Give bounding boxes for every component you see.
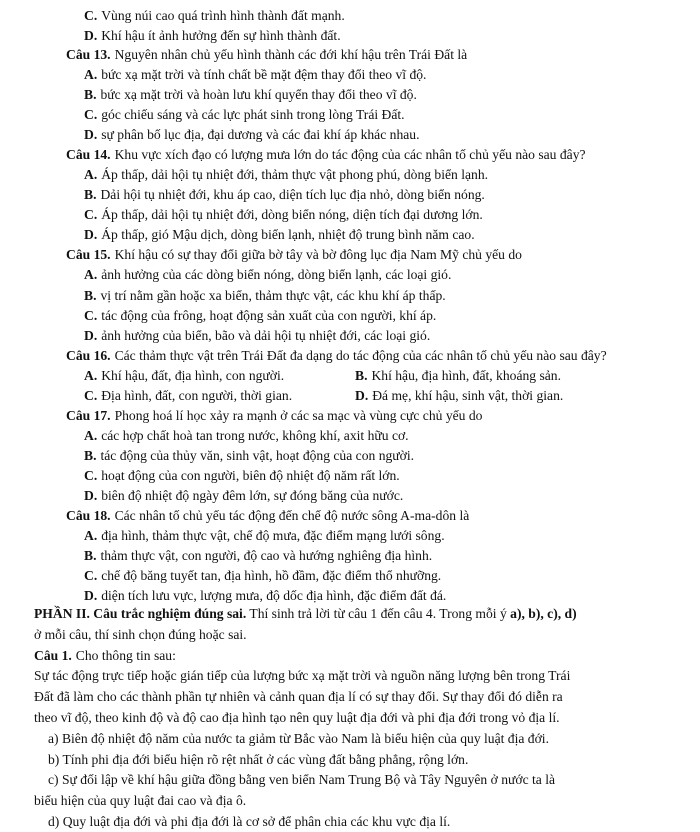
option-letter: D.: [84, 488, 98, 504]
question-14: [66, 145, 700, 165]
option-letter: C.: [84, 468, 98, 484]
option-letter: D.: [84, 227, 98, 243]
q13-option-c: [84, 105, 700, 125]
q18-option-b: [84, 546, 700, 566]
q17-option-d: [84, 486, 700, 506]
question-stem: Phong hoá lí học xảy ra mạnh ở các sa mạc và vùng cực chủ yếu do: [114, 407, 483, 423]
q15-option-d: [84, 326, 700, 346]
statement-c-line-2: biểu hiện của quy luật đai cao và địa ô.: [34, 793, 247, 809]
q14-option-a: [84, 165, 700, 185]
question-stem: Khí hậu có sự thay đổi giữa bờ tây và bờ đông lục địa Nam Mỹ chủ yếu do: [114, 247, 522, 263]
option-text: Áp thấp, dải hội tụ nhiệt đới, thảm thực vật phong phú, dòng biển lạnh.: [101, 167, 489, 183]
option-text: ảnh hưởng của biển, bão và dải hội tụ nhiệt đới, các loại gió.: [101, 327, 431, 343]
question-number: Câu 17.: [66, 407, 111, 423]
option-text: các hợp chất hoà tan trong nước, không khí, axit hữu cơ.: [101, 427, 409, 443]
option-text: hoạt động của con người, biên độ nhiệt độ năm rất lớn.: [101, 468, 400, 484]
option-text: thảm thực vật, con người, độ cao và hướng nghiêng địa hình.: [100, 548, 433, 564]
q14-option-b: [84, 185, 700, 205]
q17-option-b: [84, 446, 700, 466]
option-text: bức xạ mặt trời và hoàn lưu khí quyển thay đổi theo vĩ độ.: [100, 86, 417, 102]
info-paragraph-line-2: Đất đã làm cho các thành phần tự nhiên và cảnh quan địa lí có sự thay đổi. Sự thay đổi đó diễn ra: [34, 689, 563, 705]
q14-option-c: [84, 205, 700, 225]
part-2-heading: [34, 604, 678, 624]
question-stem: Nguyên nhân chủ yếu hình thành các đới khí hậu trên Trái Đất là: [114, 46, 468, 62]
question-number: Câu 18.: [66, 508, 111, 524]
option-text: Dải hội tụ nhiệt đới, khu áp cao, diện tích lục địa nhỏ, dòng biển nóng.: [100, 187, 485, 203]
option-letter: D.: [84, 127, 98, 143]
question-number: Câu 13.: [66, 46, 111, 62]
part-2-instruction-2: ở mỗi câu, thí sinh chọn đúng hoặc sai.: [34, 626, 247, 642]
question-18: [66, 506, 700, 526]
statement-d: d) Quy luật địa đới và phi địa đới là cơ sở để phân chia các khu vực địa lí.: [48, 814, 451, 829]
info-paragraph-line-3: theo vĩ độ, theo kinh độ và độ cao địa hình tạo nên quy luật địa đới và phi địa đới trong vỏ địa lí.: [34, 710, 560, 725]
question-number: Câu 1.: [34, 647, 72, 663]
option-letter: A.: [84, 167, 98, 183]
option-letter: C.: [84, 307, 98, 323]
option-text: Áp thấp, dải hội tụ nhiệt đới, dòng biển nóng, diện tích đại dương lớn.: [101, 207, 483, 223]
option-text: Vùng núi cao quá trình hình thành đất mạnh.: [101, 7, 345, 23]
option-letter: A.: [84, 267, 98, 283]
question-stem: Khu vực xích đạo có lượng mưa lớn do tác động của các nhân tố chủ yếu nào sau đây?: [114, 147, 586, 163]
q16-options-row-2: [84, 386, 700, 406]
option-letter: B.: [355, 367, 368, 383]
q13-option-d: [84, 125, 700, 145]
option-letter: B.: [84, 287, 97, 303]
question-stem: Cho thông tin sau:: [75, 647, 176, 663]
q17-option-a: [84, 426, 700, 446]
option-letter: C.: [84, 568, 98, 584]
option-letter: C.: [84, 387, 98, 403]
question-16: [66, 346, 700, 366]
statement-b: b) Tính phi địa đới biểu hiện rõ rệt nhất ở các vùng đất bằng phẳng, rộng lớn.: [48, 751, 469, 767]
option-letter: A.: [84, 528, 98, 544]
option-text: bức xạ mặt trời và tính chất bề mặt đệm thay đổi theo vĩ độ.: [101, 66, 427, 82]
q16-option-c: [84, 386, 292, 406]
option-text: vị trí nằm gần hoặc xa biển, thảm thực vật, các khu khí áp thấp.: [100, 287, 446, 303]
q15-option-c: [84, 306, 700, 326]
part-2-question-1: [34, 646, 700, 666]
option-letter: D.: [84, 27, 98, 43]
part-2-labels: a), b), c), d): [510, 606, 577, 621]
q16-options-row-1: [84, 366, 700, 386]
option-text: Khí hậu, địa hình, đất, khoáng sản.: [371, 367, 561, 383]
option-text: địa hình, thảm thực vật, chế độ mưa, đặc điểm mạng lưới sông.: [101, 528, 445, 544]
option-letter: A.: [84, 427, 98, 443]
option-letter: C.: [84, 7, 98, 23]
option-letter: D.: [84, 588, 98, 604]
option-letter: C.: [84, 107, 98, 123]
option-text: sự phân bố lục địa, đại dương và các đai khí áp khác nhau.: [101, 127, 420, 143]
q15-option-a: [84, 265, 700, 285]
option-text: tác động của thủy văn, sinh vật, hoạt động của con người.: [100, 447, 415, 463]
statement-c: c) Sự đối lập về khí hậu giữa đồng bằng ven biển Nam Trung Bộ và Tây Nguyên ở nước ta là: [48, 772, 556, 788]
option-letter: D.: [355, 387, 369, 403]
option-letter: B.: [84, 86, 97, 102]
q13-option-b: [84, 85, 700, 105]
option-letter: D.: [84, 327, 98, 343]
option-text: chế độ băng tuyết tan, địa hình, hồ đầm, đặc điểm thổ nhưỡng.: [101, 568, 442, 584]
option-letter: B.: [84, 447, 97, 463]
option-letter: C.: [84, 207, 98, 223]
question-number: Câu 15.: [66, 247, 111, 263]
question-stem: Các nhân tố chủ yếu tác động đến chế độ nước sông A-ma-dôn là: [114, 508, 470, 524]
option-letter: B.: [84, 187, 97, 203]
question-15: [66, 245, 700, 265]
part-2-title: PHẦN II. Câu trắc nghiệm đúng sai.: [34, 606, 247, 621]
q16-option-b: [355, 366, 561, 386]
part-2-instruction: Thí sinh trả lời từ câu 1 đến câu 4. Trong mỗi ý: [249, 606, 507, 621]
question-17: [66, 406, 700, 426]
q13-option-a: [84, 65, 700, 85]
option-text: ảnh hưởng của các dòng biển nóng, dòng biển lạnh, các loại gió.: [101, 267, 452, 283]
question-number: Câu 14.: [66, 147, 111, 163]
question-number: Câu 16.: [66, 347, 111, 363]
option-text: biên độ nhiệt độ ngày đêm lớn, sự đóng băng của nước.: [101, 488, 404, 504]
question-stem: Các thảm thực vật trên Trái Đất đa dạng do tác động của các nhân tố chủ yếu nào sau đây?: [114, 347, 607, 363]
statement-a: a) Biên độ nhiệt độ năm của nước ta giảm từ Bắc vào Nam là biểu hiện của quy luật địa đới.: [48, 730, 549, 746]
q12-option-c: [84, 6, 700, 26]
q16-option-a: [84, 366, 284, 386]
option-text: tác động của frông, hoạt động sản xuất của con người, khí áp.: [101, 307, 437, 323]
q12-option-d: [84, 26, 700, 46]
option-text: Khí hậu ít ảnh hưởng đến sự hình thành đất.: [101, 27, 341, 43]
option-letter: B.: [84, 548, 97, 564]
option-text: góc chiếu sáng và các lực phát sinh trong lòng Trái Đất.: [101, 107, 405, 123]
q18-option-a: [84, 526, 700, 546]
q16-option-d: [355, 386, 563, 406]
option-text: Khí hậu, đất, địa hình, con người.: [101, 367, 285, 383]
option-text: diện tích lưu vực, lượng mưa, độ dốc địa hình, đặc điểm đất đá.: [101, 588, 447, 604]
option-text: Đá mẹ, khí hậu, sinh vật, thời gian.: [372, 387, 564, 403]
option-letter: A.: [84, 367, 98, 383]
q18-option-c: [84, 566, 700, 586]
option-text: Địa hình, đất, con người, thời gian.: [101, 387, 293, 403]
q15-option-b: [84, 286, 700, 306]
question-13: [66, 45, 700, 65]
option-letter: A.: [84, 66, 98, 82]
q17-option-c: [84, 466, 700, 486]
option-text: Áp thấp, gió Mậu dịch, dòng biển lạnh, nhiệt độ trung bình năm cao.: [101, 227, 475, 243]
q14-option-d: [84, 225, 700, 245]
info-paragraph-line-1: Sự tác động trực tiếp hoặc gián tiếp của lượng bức xạ mặt trời và nguồn năng lượng bên trong Trái: [34, 668, 571, 684]
